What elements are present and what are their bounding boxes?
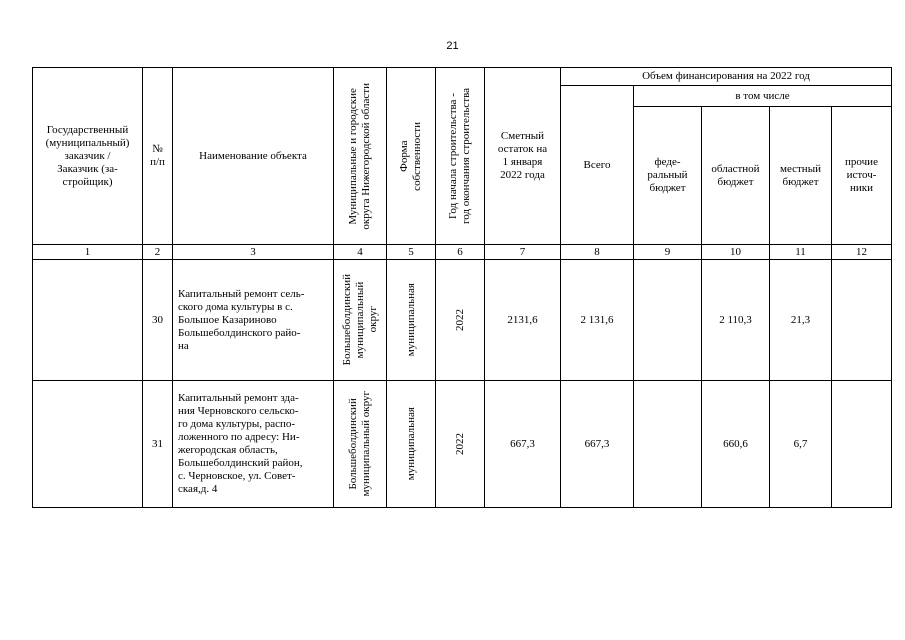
column-number: 3 bbox=[173, 245, 334, 260]
header-municipality: Муниципальные и городские округа Нижегородской области bbox=[347, 82, 372, 230]
cell-years: 2022 bbox=[453, 309, 466, 331]
column-number: 5 bbox=[387, 245, 436, 260]
column-number: 7 bbox=[485, 245, 561, 260]
column-number: 10 bbox=[702, 245, 770, 260]
cell-years-cell bbox=[436, 260, 485, 381]
column-number: 4 bbox=[334, 245, 387, 260]
cell-municipality: Большеболдинский муниципальный округ bbox=[340, 274, 379, 366]
cell-federal bbox=[634, 260, 702, 381]
header-years: Год начала строительства - год окончания строительства bbox=[447, 88, 472, 224]
cell-regional: 2 110,3 bbox=[702, 260, 770, 381]
cell-local: 6,7 bbox=[770, 381, 832, 508]
cell-municipality-cell bbox=[334, 381, 387, 508]
header-customer: Государственный (муниципальный) заказчик / Заказчик (за- стройщик) bbox=[33, 68, 143, 245]
column-number-row bbox=[33, 245, 892, 260]
cell-customer bbox=[33, 260, 143, 381]
cell-years: 2022 bbox=[453, 433, 466, 455]
column-number: 9 bbox=[634, 245, 702, 260]
header-financing: Объем финансирования на 2022 год bbox=[561, 68, 892, 86]
header-object: Наименование объекта bbox=[173, 68, 334, 245]
header-including: в том числе bbox=[634, 86, 892, 107]
header-total: Всего bbox=[561, 86, 634, 245]
header-ownership-cell bbox=[387, 68, 436, 245]
cell-years-cell bbox=[436, 381, 485, 508]
cell-municipality: Большеболдинский муниципальный округ bbox=[347, 391, 372, 497]
column-number: 6 bbox=[436, 245, 485, 260]
header-ownership: Форма собственности bbox=[398, 121, 423, 191]
header-federal: феде- ральный бюджет bbox=[634, 107, 702, 245]
cell-remainder: 2131,6 bbox=[485, 260, 561, 381]
cell-ownership: муниципальная bbox=[404, 283, 417, 357]
financing-table bbox=[32, 67, 892, 508]
cell-total: 2 131,6 bbox=[561, 260, 634, 381]
table-row bbox=[33, 381, 892, 508]
cell-customer bbox=[33, 381, 143, 508]
header-row bbox=[33, 68, 892, 86]
header-years-cell bbox=[436, 68, 485, 245]
column-number: 12 bbox=[832, 245, 892, 260]
cell-federal bbox=[634, 381, 702, 508]
cell-regional: 660,6 bbox=[702, 381, 770, 508]
column-number: 11 bbox=[770, 245, 832, 260]
cell-num: 30 bbox=[143, 260, 173, 381]
column-number: 2 bbox=[143, 245, 173, 260]
header-num: № п/п bbox=[143, 68, 173, 245]
table-row bbox=[33, 260, 892, 381]
column-number: 8 bbox=[561, 245, 634, 260]
cell-remainder: 667,3 bbox=[485, 381, 561, 508]
header-municipality-cell bbox=[334, 68, 387, 245]
header-other: прочие источ- ники bbox=[832, 107, 892, 245]
cell-num: 31 bbox=[143, 381, 173, 508]
cell-other bbox=[832, 260, 892, 381]
cell-ownership: муниципальная bbox=[404, 407, 417, 481]
cell-municipality-cell bbox=[334, 260, 387, 381]
cell-other bbox=[832, 381, 892, 508]
header-regional: областной бюджет bbox=[702, 107, 770, 245]
header-local: местный бюджет bbox=[770, 107, 832, 245]
cell-ownership-cell bbox=[387, 260, 436, 381]
cell-ownership-cell bbox=[387, 381, 436, 508]
cell-local: 21,3 bbox=[770, 260, 832, 381]
page-number: 21 bbox=[446, 40, 459, 52]
cell-object: Капитальный ремонт сель- ского дома культуры в с. Большое Казариново Большеболдинского райо- на bbox=[173, 260, 334, 381]
column-number: 1 bbox=[33, 245, 143, 260]
cell-total: 667,3 bbox=[561, 381, 634, 508]
header-remainder: Сметный остаток на 1 января 2022 года bbox=[485, 68, 561, 245]
cell-object: Капитальный ремонт зда- ния Черновского сельско- го дома культуры, распо- ложенного по адресу: Ни- жегородская область, Большеболдинский район, с. Черновское, ул. Совет- ская,д. 4 bbox=[173, 381, 334, 508]
